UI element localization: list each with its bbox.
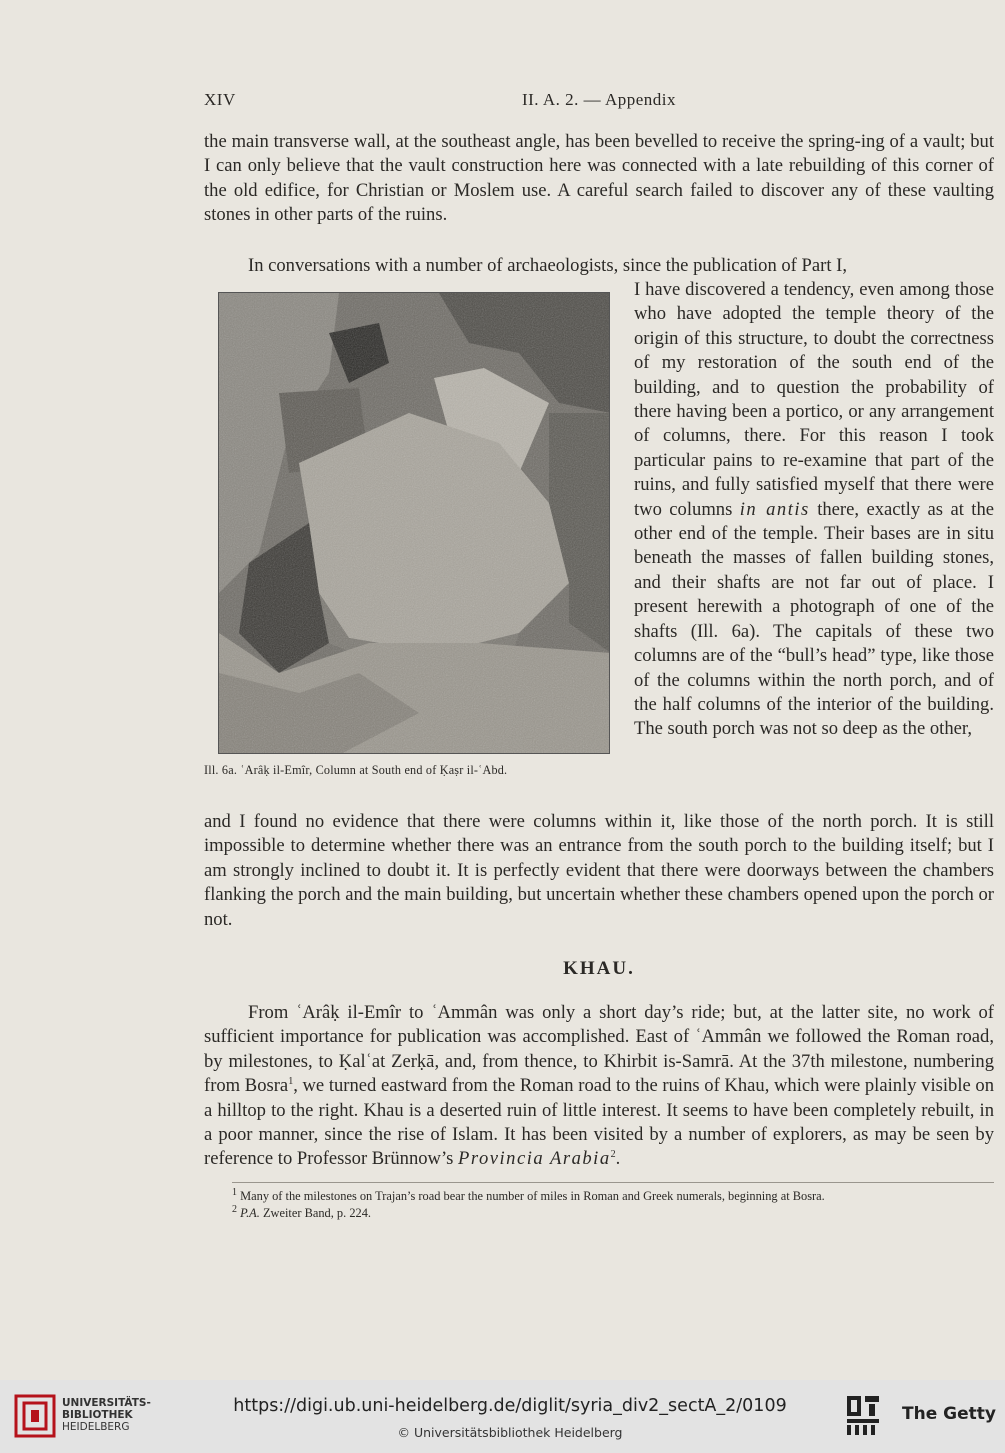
column-photograph — [218, 292, 610, 754]
footnote-2-mark: 2 — [232, 1203, 237, 1215]
running-title: II. A. 2. — Appendix — [521, 90, 677, 109]
library-name-line-3: HEIDELBERG — [62, 1421, 130, 1433]
university-library-logo-icon[interactable] — [14, 1394, 56, 1438]
footnote-rule — [232, 1182, 994, 1183]
page-number: XIV — [204, 90, 236, 109]
provincia-arabia-italic: Provincia Arabia — [458, 1148, 611, 1170]
footnote-2 — [232, 1205, 1002, 1222]
figure-caption: Ill. 6a. ʿArâḳ il-Emîr, Column at South end of Ḳaṣr il-ʿAbd. — [204, 763, 508, 777]
khau-text-end: . — [615, 1148, 621, 1170]
paragraph-2-wrapped — [634, 278, 994, 742]
paragraph-1: the main transverse wall, at the southeast angle, has been bevelled to receive the spring-ing of a vault; but I can only believe that the vault construction here was connected with a late rebuilding of this corner of the old edifice, for Christian or Moslem use. A careful search failed to discover any of these vaulting stones in other parts of the ruins. — [204, 131, 994, 226]
khau-text-a: From ʿArâḳ il-Emîr to ʿAmmân was only a short day’s ride; but, at the latter site, no work of sufficient importance for publication was accomplished. East of ʿAmmân we followed the Roman road, by milestones, to Ḳalʿat Zerḳā, and, from thence, to Khirbit is-Samrā. At the 37th milestone, numbering from Bosra — [204, 1002, 994, 1097]
footnote-1-mark: 1 — [232, 1186, 237, 1198]
footnotes — [232, 1188, 1002, 1222]
photo-illustration — [219, 293, 610, 754]
getty-logo-icon[interactable] — [843, 1394, 883, 1438]
paragraph-khau — [204, 1001, 994, 1172]
permalink-url[interactable]: https://digi.ub.uni-heidelberg.de/diglit/syria_div2_sectA_2/0109 — [233, 1396, 787, 1416]
library-name[interactable] — [62, 1397, 151, 1433]
footnote-ref-2: 2 — [610, 1149, 616, 1161]
paragraph-2-text-b: there, exactly as at the other end of the temple. Their bases are in situ beneath the masses of fallen building stones, and their shafts are not far out of place. I present herewith a photograph of one of the shafts (Ill. 6a). The capitals of these two columns are of the “bull’s head” type, like those of the columns within the north porch, and of the half columns of the interior of the building. The south porch was not so deep as the other, — [634, 498, 994, 740]
viewer-footer-bar — [0, 1380, 1005, 1453]
paragraph-2-text-a: I have discovered a tendency, even among those who have adopted the temple theory of the origin of this structure, to doubt the correctness of my restoration of the south end of the building, and to question the probability of there having been a portico, or any arrangement of columns, there. For this reason I took particular pains to re-examine that part of the ruins, and fully satisfied myself that there were two columns — [634, 279, 994, 520]
in-antis-italic: in antis — [739, 498, 810, 520]
footnote-2-italic: P.A. — [240, 1206, 260, 1220]
paragraph-2-lead: In conversations with a number of archaeologists, since the publication of Part I, — [248, 255, 847, 276]
footnote-1-text: Many of the milestones on Trajan’s road bear the number of miles in Roman and Greek numerals, beginning at Bosra. — [240, 1189, 825, 1203]
section-heading: KHAU. — [563, 958, 635, 979]
library-name-line-1: UNIVERSITÄTS- — [62, 1397, 151, 1409]
khau-text-b: , we turned eastward from the Roman road to the ruins of Khau, which were plainly visible on a hilltop to the right. Khau is a deserted ruin of little interest. It seems to have been completely rebuilt, in a poor manner, since the rise of Islam. It has been visited by a number of explorers, as may be seen by reference to Professor Brünnow’s — [204, 1075, 995, 1170]
footnote-2-text: Zweiter Band, p. 224. — [262, 1206, 372, 1220]
footnote-ref-1: 1 — [288, 1076, 294, 1088]
paragraph-3: and I found no evidence that there were columns within it, like those of the north porch. It is still impossible to determine whether there was an entrance from the south porch to the building itself; but I am strongly inclined to doubt it. It is perfectly evident that there were doorways between the chambers flanking the porch and the main building, but uncertain whether these chambers opened upon the porch or not. — [204, 811, 994, 930]
footnote-1 — [232, 1188, 1002, 1205]
copyright-notice: © Universitätsbibliothek Heidelberg — [397, 1425, 623, 1440]
partner-name[interactable]: The Getty — [902, 1404, 996, 1424]
running-head — [204, 90, 994, 114]
library-name-line-2: BIBLIOTHEK — [62, 1409, 133, 1421]
